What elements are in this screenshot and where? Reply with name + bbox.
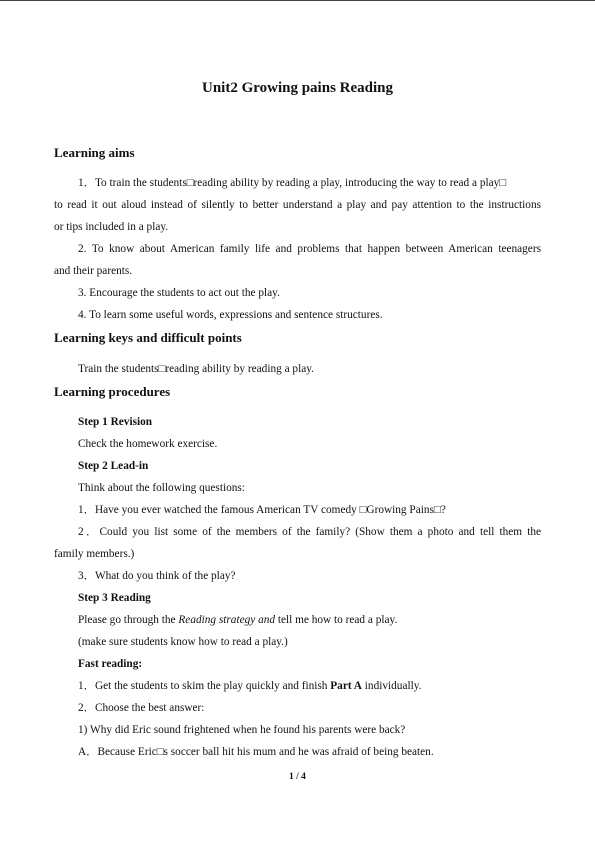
learning-aims-heading: Learning aims xyxy=(54,145,135,160)
question-2-line-2: family members.) xyxy=(54,548,135,560)
step-3-title: Step 3 Reading xyxy=(78,592,151,604)
page-number: 1 / 4 xyxy=(289,772,306,782)
question-2-line-1: 2．Could you list some of the members of the family? (Show them a photo and tell them the xyxy=(78,526,541,538)
aim-1-line-3: or tips included in a play. xyxy=(54,221,169,233)
page-title: Unit2 Growing pains Reading xyxy=(201,80,393,96)
aim-1-line-2: to read it out aloud instead of silently to better understand a play and pay attention to the instructions xyxy=(54,199,541,211)
step-3-text: Please go through the Reading strategy and tell me how to read a play. xyxy=(78,614,398,626)
aim-4: 4. To learn some useful words, expressions and sentence structures. xyxy=(78,309,383,321)
fast-reading-title: Fast reading: xyxy=(78,658,143,670)
fast-reading-2: 2．Choose the best answer: xyxy=(78,702,205,714)
learning-keys-text: Train the students□reading ability by reading a play. xyxy=(78,363,314,375)
aim-3: 3. Encourage the students to act out the play. xyxy=(78,287,280,299)
step-3-note: (make sure students know how to read a play.) xyxy=(78,636,288,648)
question-3: 3．What do you think of the play? xyxy=(78,570,236,582)
step-2-title: Step 2 Lead-in xyxy=(78,460,149,472)
step-1-title: Step 1 Revision xyxy=(78,416,153,428)
step-1-text: Check the homework exercise. xyxy=(78,438,218,450)
step-2-intro: Think about the following questions: xyxy=(78,482,245,494)
aim-2-line-1: 2. To know about American family life and problems that happen between American teenagers xyxy=(78,243,541,255)
aim-2-line-2: and their parents. xyxy=(54,265,133,277)
learning-keys-heading: Learning keys and difficult points xyxy=(54,330,242,345)
learning-procedures-heading: Learning procedures xyxy=(54,384,171,399)
fast-reading-question-1: 1) Why did Eric sound frightened when he found his parents were back? xyxy=(78,724,406,736)
aim-1-line-1: 1．To train the students□reading ability by reading a play, introducing the way to read a play□ xyxy=(78,177,507,189)
fast-reading-1: 1．Get the students to skim the play quickly and finish Part A individually. xyxy=(78,680,422,692)
question-1: 1．Have you ever watched the famous American TV comedy □Growing Pains□? xyxy=(78,504,446,516)
answer-option-a: A．Because Eric□s soccer ball hit his mum and he was afraid of being beaten. xyxy=(78,746,434,758)
